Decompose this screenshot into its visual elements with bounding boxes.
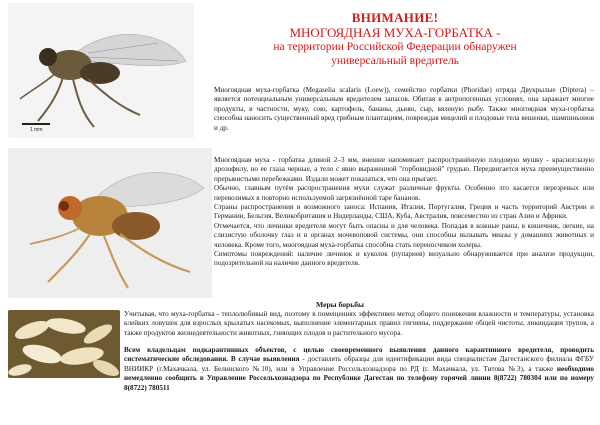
owners-text (124, 346, 594, 393)
title-heading: МНОГОЯДНАЯ МУХА-ГОРБАТКА - (289, 25, 501, 40)
intro-paragraph (214, 86, 594, 133)
fly-macro-photo (8, 3, 194, 138)
header (196, 10, 594, 68)
description-paragraph-1: Многоядная муха - горбатка длиной 2–3 мм, внешне напоминает распространённую плодовую мушку - красноглазую дрозофилу, но ее глаза черные, а тело с явно выраженной "горбовидной" грудью. Передвигается муха преимущественно прерывистыми перебежками. Издали может показаться, что она прыгает. (214, 156, 594, 183)
owners-lead: Всем владельцам подкарантинных объектов, с целью своевременного выявления данного карантинного вредителя, проводить систематические обследования. В случае выявления (124, 346, 594, 364)
description-paragraph-2: Обычно, главным путём распространения мухи служат различные фрукты. Особенно это касается перезревых или перевозимых в повторно используемой загрязнённой таре бананов. (214, 184, 594, 202)
scale-label: 1 mm (30, 127, 43, 133)
subtitle-line-1: на территории Российской Федерации обнаружен (273, 41, 517, 53)
owners-notice (124, 346, 594, 393)
measures-heading: Меры борьбы (316, 300, 364, 309)
intro-text: Многоядная муха-горбатка (Megaselia scalaris (Loew)), семейство горбатки (Phoridae) отряда Двукрылые (Diptera) – является потенциальным универсальным вредителем запасов. Обитая в антропогенных условиях, она заражает многие продукты, в частности, муку, сою, картофель, бананы, дыню, сыр, вяленую рыбу. Также многоядная муха-горбатка способна наносить существенный вред грибным плантациям, повреждая мицелий и плодовые тела вешенки, шампиньонов и др. (214, 86, 594, 132)
description-paragraph-5: Симптомы повреждений: наличие личинок и куколок (пупариев) визуально обнаруживается при анализе продукции, подозрительной на наличие данного вредителя. (214, 250, 594, 268)
measures-paragraph (124, 310, 594, 338)
fly-side-photo (8, 148, 212, 298)
measures-text: Учитывая, что муха-горбатка - теплолюбивый вид, поэтому в помещениях эффективен метод общего понижения влажности и температуры, установка клейких ловушек для взрослых крылатых насекомых, выполнение элементарных правил гигиены, поддержание общей чистоты, ликвидация трупов, а также продуктов жизнедеятельности животных, гниющих плодов и растительного мусора. (124, 310, 594, 337)
larvae-photo (8, 310, 120, 378)
warning-heading: ВНИМАНИЕ! (351, 10, 439, 25)
description-paragraph-4: Отмечается, что личинки вредителя могут быть опасны и для человека. Попадая в кожные раны, в кишечник, легкие, на слизистую оболочку глаз и в органах мочевоповой системы, они способны вызывать миазы у домашних животных и человека. Кроме того, многоядная муха-горбатка способна стать переносчиком холеры. (214, 221, 594, 249)
subtitle-line-2: универсальный вредитель (331, 55, 459, 67)
description-paragraph-3: Страны распространения и возможного заноса: Испания, Италия, Португалия, Греция и часть территорий Австрии и Германии, Бельгия, Великобритания и Нидерланды, США, Куба, Австралия, повсеместно из стран Азии и Африки. (214, 203, 594, 221)
description-block (214, 156, 594, 269)
owners-tail: необходимо немедленно сообщить в Управление Россельхознадзора по Республике Дагестан по телефону горячей линии 8(8722) 780304 или по номеру 8(8722) 780511 (124, 364, 594, 392)
owners-middle: - доставлять образцы для идентификации вида специалистам Дагестанского филиала ФГБУ ВНИИКР (г.Махачкала, ул. Белинского №10), или в Управление Россельхознадзора по РД (г. Махачкала, ул. Титова №3), а также (124, 355, 595, 373)
